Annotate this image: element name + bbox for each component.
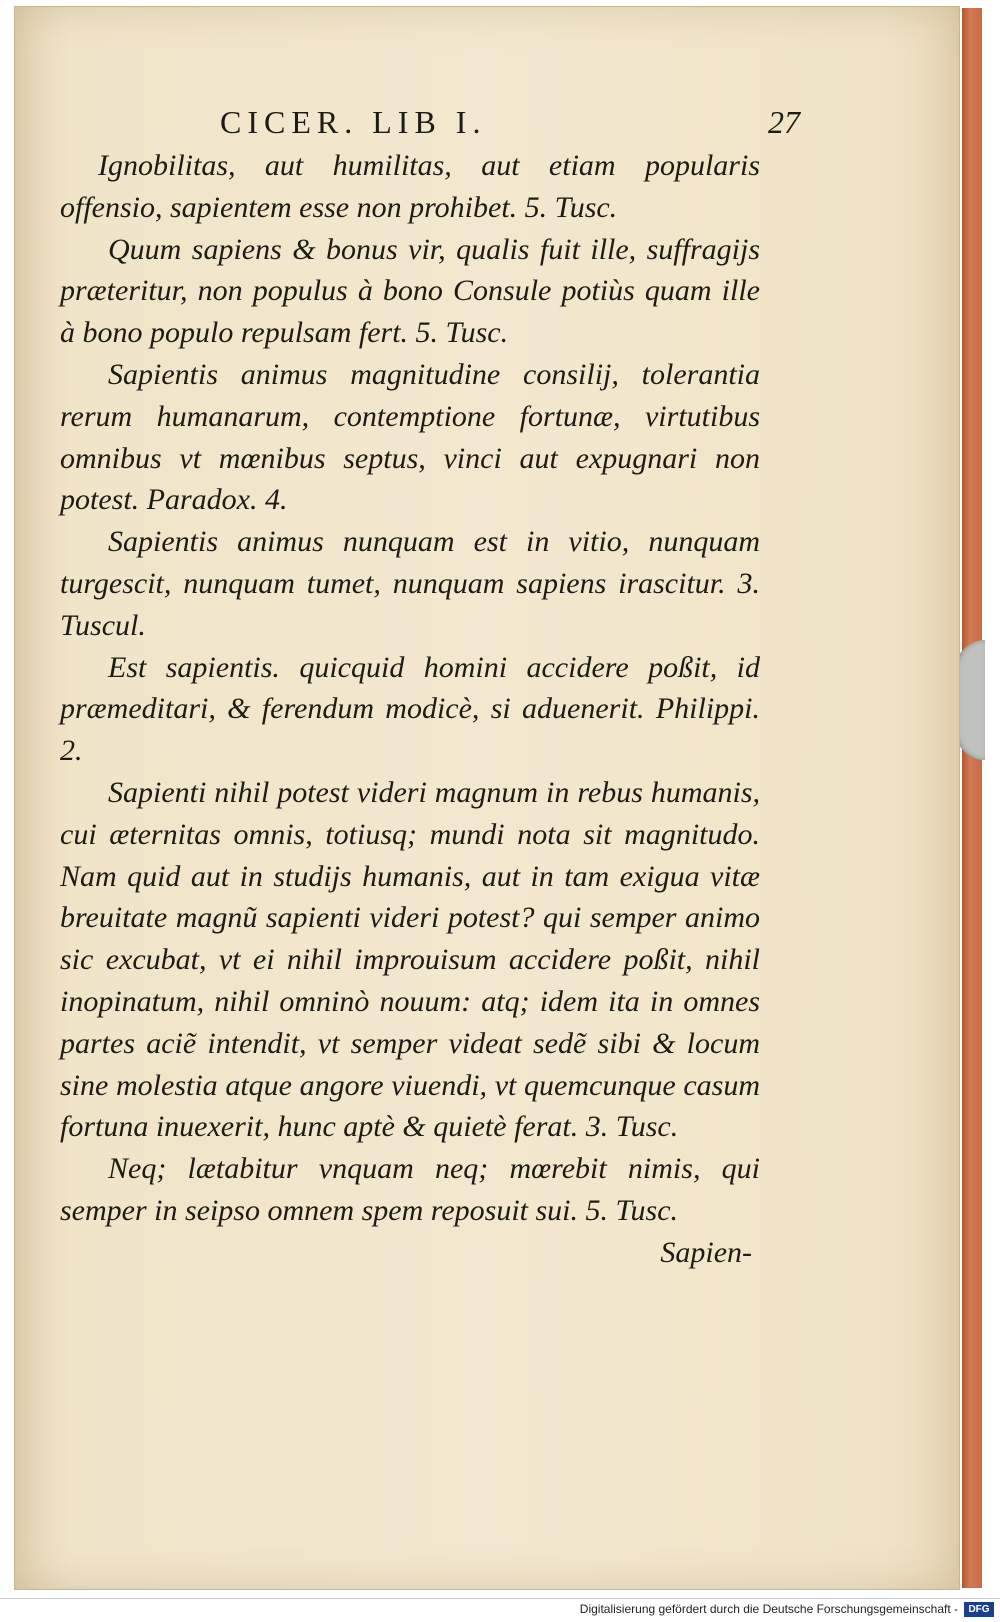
- paragraph: Ignobilitas, aut humilitas, aut etiam popularis offensio, sapientem esse non prohibet. 5. Tusc.: [60, 149, 760, 224]
- running-title: CICER. LIB I.: [220, 104, 487, 140]
- digitization-footer: [0, 1598, 1000, 1622]
- paragraph: Neq; lætabitur vnquam neq; mœrebit nimis, qui semper in seipso omnem spem reposuit sui. 5. Tusc.: [60, 1152, 760, 1227]
- catchword: Sapien-: [660, 1235, 752, 1269]
- paragraph: Quum sapiens & bonus vir, qualis fuit ille, suffragijs præteritur, non populus à bono Consule potiùs quam ille à bono populo repulsam fert. 5. Tusc.: [60, 232, 760, 350]
- book-edge: [962, 8, 982, 1588]
- running-header: [220, 104, 800, 148]
- paragraph: Sapientis animus nunquam est in vitio, nunquam turgescit, nunquam tumet, nunquam sapiens irascitur. 3. Tuscul.: [60, 525, 760, 642]
- body-text: [60, 145, 760, 1274]
- paragraph: Sapienti nihil potest videri magnum in rebus humanis, cui æternitas omnis, totiusq; mundi nota sit magnitudo. Nam quid aut in studijs humanis, aut in tam exigua vitæ breuitate magnũ sapienti videri potest? qui semper animo sic excubat, vt ei nihil improuisum accidere poßit, nihil inopinatum, nihil omninò nouum: atq; idem ita in omnes partes aciẽ intendit, vt semper videat sedẽ sibi & locum sine molestia atque angore viuendi, vt quemcunque casum fortuna inuexerit, hunc aptè & quietè ferat. 3. Tusc.: [60, 775, 760, 1144]
- page-number: 27: [768, 104, 800, 140]
- footer-credit: Digitalisierung gefördert durch die Deutsche Forschungsgemeinschaft -: [579, 1602, 958, 1616]
- paragraph: Sapientis animus magnitudine consilij, tolerantia rerum humanarum, contemptione fortunæ, virtutibus omnibus vt mœnibus septus, vinci aut expugnari non potest. Paradox. 4.: [60, 357, 760, 517]
- paragraph: Est sapientis. quicquid homini accidere poßit, id præmeditari, & ferendum modicè, si aduenerit. Philippi. 2.: [60, 650, 760, 768]
- dfg-logo-icon: DFG: [964, 1602, 994, 1617]
